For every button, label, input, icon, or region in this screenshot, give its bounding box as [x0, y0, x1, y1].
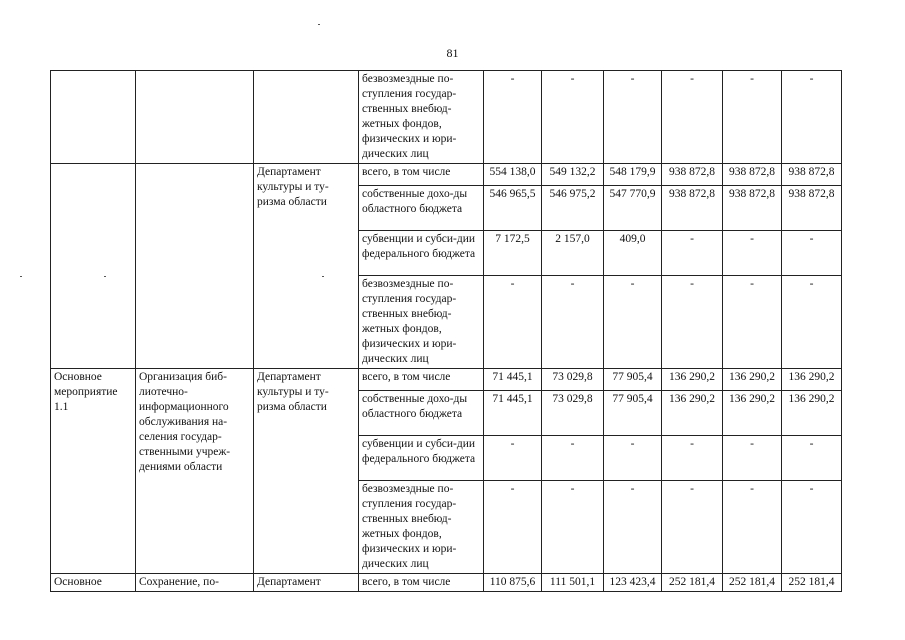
amount-cell: 547 770,9	[604, 186, 662, 231]
measure-cell: Основное мероприятие 1.1	[51, 369, 136, 574]
amount-cell: -	[782, 436, 842, 481]
amount-cell: 136 290,2	[782, 391, 842, 436]
funding-source-cell: субвенции и субси-дии федерального бюджета	[359, 436, 484, 481]
amount-cell: -	[782, 481, 842, 574]
amount-cell: 77 905,4	[604, 369, 662, 391]
scan-speck	[318, 24, 320, 25]
amount-cell: 554 138,0	[484, 164, 542, 186]
amount-cell: -	[662, 276, 723, 369]
amount-cell: -	[782, 276, 842, 369]
table-body	[51, 71, 842, 592]
funding-source-cell: собственные дохо-ды областного бюджета	[359, 186, 484, 231]
amount-cell: -	[542, 481, 604, 574]
measure-name-cell	[136, 71, 254, 164]
measure-name-cell: Организация биб-лиотечно-информационного обслуживания на-селения государ-ственными учреж-дениями области	[136, 369, 254, 574]
funding-source-cell: безвозмездные по-ступления государ-ственных внебюд-жетных фондов, физических и юри-дических лиц	[359, 481, 484, 574]
amount-cell: -	[723, 481, 782, 574]
page-number: 81	[446, 46, 459, 60]
executor-cell: Департамент	[254, 574, 359, 592]
amount-cell: -	[662, 436, 723, 481]
amount-cell: 252 181,4	[782, 574, 842, 592]
amount-cell: 938 872,8	[662, 186, 723, 231]
scan-speck	[104, 276, 106, 277]
funding-source-cell: субвенции и субси-дии федерального бюджета	[359, 231, 484, 276]
funding-source-cell: всего, в том числе	[359, 164, 484, 186]
table-row	[51, 369, 842, 391]
measure-cell	[51, 164, 136, 369]
measure-name-cell	[136, 164, 254, 369]
amount-cell: 111 501,1	[542, 574, 604, 592]
amount-cell: -	[484, 436, 542, 481]
amount-cell: -	[662, 481, 723, 574]
table-row	[51, 574, 842, 592]
measure-cell	[51, 71, 136, 164]
amount-cell: -	[723, 71, 782, 164]
amount-cell: 71 445,1	[484, 369, 542, 391]
funding-source-cell: безвозмездные по-ступления государ-ственных внебюд-жетных фондов, физических и юри-дических лиц	[359, 71, 484, 164]
funding-source-cell: всего, в том числе	[359, 369, 484, 391]
amount-cell: 136 290,2	[723, 391, 782, 436]
measure-cell: Основное	[51, 574, 136, 592]
executor-cell	[254, 71, 359, 164]
funding-source-cell: собственные дохо-ды областного бюджета	[359, 391, 484, 436]
amount-cell: 71 445,1	[484, 391, 542, 436]
budget-table	[50, 70, 842, 592]
executor-cell: Департамент культуры и ту-ризма области	[254, 369, 359, 574]
amount-cell: 938 872,8	[723, 164, 782, 186]
amount-cell: 7 172,5	[484, 231, 542, 276]
amount-cell: 136 290,2	[662, 369, 723, 391]
amount-cell: 546 965,5	[484, 186, 542, 231]
amount-cell: -	[484, 71, 542, 164]
amount-cell: -	[782, 71, 842, 164]
amount-cell: -	[604, 276, 662, 369]
amount-cell: 136 290,2	[782, 369, 842, 391]
amount-cell: 938 872,8	[662, 164, 723, 186]
amount-cell: -	[604, 481, 662, 574]
funding-source-cell: безвозмездные по-ступления государ-ственных внебюд-жетных фондов, физических и юри-дических лиц	[359, 276, 484, 369]
amount-cell: -	[542, 71, 604, 164]
amount-cell: 546 975,2	[542, 186, 604, 231]
scan-speck	[322, 276, 324, 277]
amount-cell: -	[662, 231, 723, 276]
amount-cell: 938 872,8	[782, 186, 842, 231]
amount-cell: 252 181,4	[662, 574, 723, 592]
amount-cell: -	[604, 71, 662, 164]
table-row	[51, 164, 842, 186]
table-row	[51, 71, 842, 164]
amount-cell: -	[723, 231, 782, 276]
amount-cell: 549 132,2	[542, 164, 604, 186]
amount-cell: 73 029,8	[542, 391, 604, 436]
amount-cell: -	[723, 276, 782, 369]
amount-cell: 73 029,8	[542, 369, 604, 391]
amount-cell: 938 872,8	[782, 164, 842, 186]
amount-cell: 409,0	[604, 231, 662, 276]
amount-cell: -	[484, 276, 542, 369]
amount-cell: 2 157,0	[542, 231, 604, 276]
amount-cell: 110 875,6	[484, 574, 542, 592]
amount-cell: 136 290,2	[662, 391, 723, 436]
amount-cell: 136 290,2	[723, 369, 782, 391]
amount-cell: -	[542, 436, 604, 481]
amount-cell: -	[662, 71, 723, 164]
executor-cell: Департамент культуры и ту-ризма области	[254, 164, 359, 369]
amount-cell: -	[604, 436, 662, 481]
amount-cell: -	[723, 436, 782, 481]
amount-cell: 77 905,4	[604, 391, 662, 436]
scan-speck	[20, 276, 22, 277]
measure-name-cell: Сохранение, по-	[136, 574, 254, 592]
amount-cell: 252 181,4	[723, 574, 782, 592]
amount-cell: -	[484, 481, 542, 574]
amount-cell: 938 872,8	[723, 186, 782, 231]
amount-cell: 123 423,4	[604, 574, 662, 592]
amount-cell: -	[542, 276, 604, 369]
amount-cell: 548 179,9	[604, 164, 662, 186]
funding-source-cell: всего, в том числе	[359, 574, 484, 592]
amount-cell: -	[782, 231, 842, 276]
